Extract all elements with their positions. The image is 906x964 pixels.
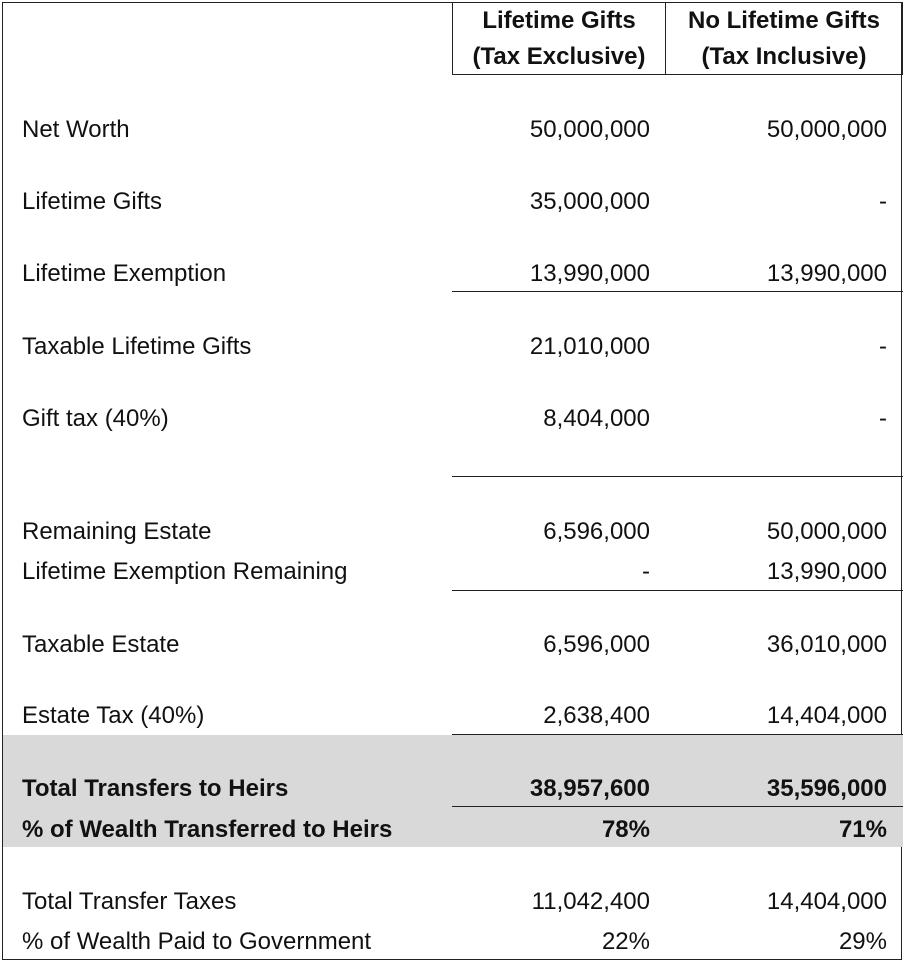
value-lifetime-gifts: 22%	[601, 928, 650, 955]
value-lifetime-gifts: 2,638,400	[543, 702, 650, 729]
value-lifetime-gifts: 21,010,000	[529, 333, 650, 360]
value-lifetime-gifts: 78%	[601, 816, 650, 843]
row-label: Estate Tax (40%)	[22, 702, 205, 729]
row-label: Lifetime Exemption Remaining	[22, 558, 348, 585]
value-no-lifetime-gifts: 29%	[838, 928, 887, 955]
value-no-lifetime-gifts: -	[879, 188, 887, 215]
value-lifetime-gifts: 13,990,000	[529, 260, 650, 287]
value-lifetime-gifts: 8,404,000	[543, 405, 650, 432]
column-header-line2: (Tax Exclusive)	[472, 42, 646, 70]
divider	[452, 806, 903, 807]
value-lifetime-gifts: 35,000,000	[529, 188, 650, 215]
value-no-lifetime-gifts: -	[879, 333, 887, 360]
table-row-lifetime-exemption-remaining	[0, 552, 906, 592]
value-no-lifetime-gifts: 36,010,000	[766, 631, 887, 658]
table-row-estate-tax	[0, 696, 906, 736]
row-label: Lifetime Gifts	[22, 188, 163, 215]
value-no-lifetime-gifts: 35,596,000	[766, 775, 887, 802]
value-no-lifetime-gifts: 13,990,000	[766, 260, 887, 287]
value-no-lifetime-gifts: -	[879, 405, 887, 432]
column-header-line1: No Lifetime Gifts	[687, 6, 880, 34]
table-row-total-transfers	[0, 769, 906, 809]
divider	[452, 291, 903, 292]
row-label: Taxable Lifetime Gifts	[22, 333, 252, 360]
table-row-percent-transferred	[0, 810, 906, 850]
value-lifetime-gifts: 6,596,000	[543, 631, 650, 658]
value-no-lifetime-gifts: 71%	[838, 816, 887, 843]
divider	[452, 734, 903, 735]
row-label: Remaining Estate	[22, 518, 212, 545]
value-lifetime-gifts: -	[642, 558, 650, 585]
value-no-lifetime-gifts: 14,404,000	[766, 702, 887, 729]
column-header-line1: Lifetime Gifts	[482, 6, 636, 34]
value-lifetime-gifts: 11,042,400	[531, 888, 650, 915]
divider	[452, 590, 903, 591]
table-row-total-transfer-taxes	[0, 882, 906, 922]
table-row-remaining-estate	[0, 512, 906, 552]
table-row-gift-tax	[0, 399, 906, 439]
row-label: Total Transfer Taxes	[22, 888, 237, 915]
value-no-lifetime-gifts: 14,404,000	[766, 888, 887, 915]
row-label: % of Wealth Paid to Government	[22, 928, 372, 955]
column-header-lifetime-gifts	[452, 2, 666, 75]
row-label: Lifetime Exemption	[22, 260, 227, 287]
value-lifetime-gifts: 50,000,000	[529, 116, 650, 143]
table-row-net-worth	[0, 110, 906, 150]
table-row-lifetime-gifts	[0, 182, 906, 222]
row-label: % of Wealth Transferred to Heirs	[22, 816, 393, 843]
value-no-lifetime-gifts: 50,000,000	[766, 116, 887, 143]
table-row-lifetime-exemption	[0, 254, 906, 294]
column-header-line2: (Tax Inclusive)	[701, 42, 867, 70]
row-label: Gift tax (40%)	[22, 405, 169, 432]
row-label: Taxable Estate	[22, 631, 180, 658]
column-header-no-lifetime-gifts	[665, 2, 903, 75]
table-row-taxable-lifetime-gifts	[0, 327, 906, 367]
value-lifetime-gifts: 6,596,000	[543, 518, 650, 545]
table-row-percent-paid-government	[0, 922, 906, 962]
value-lifetime-gifts: 38,957,600	[529, 775, 650, 802]
value-no-lifetime-gifts: 50,000,000	[766, 518, 887, 545]
row-label: Total Transfers to Heirs	[22, 775, 289, 802]
row-label: Net Worth	[22, 116, 130, 143]
value-no-lifetime-gifts: 13,990,000	[766, 558, 887, 585]
table-row-taxable-estate	[0, 625, 906, 665]
divider	[452, 476, 903, 477]
